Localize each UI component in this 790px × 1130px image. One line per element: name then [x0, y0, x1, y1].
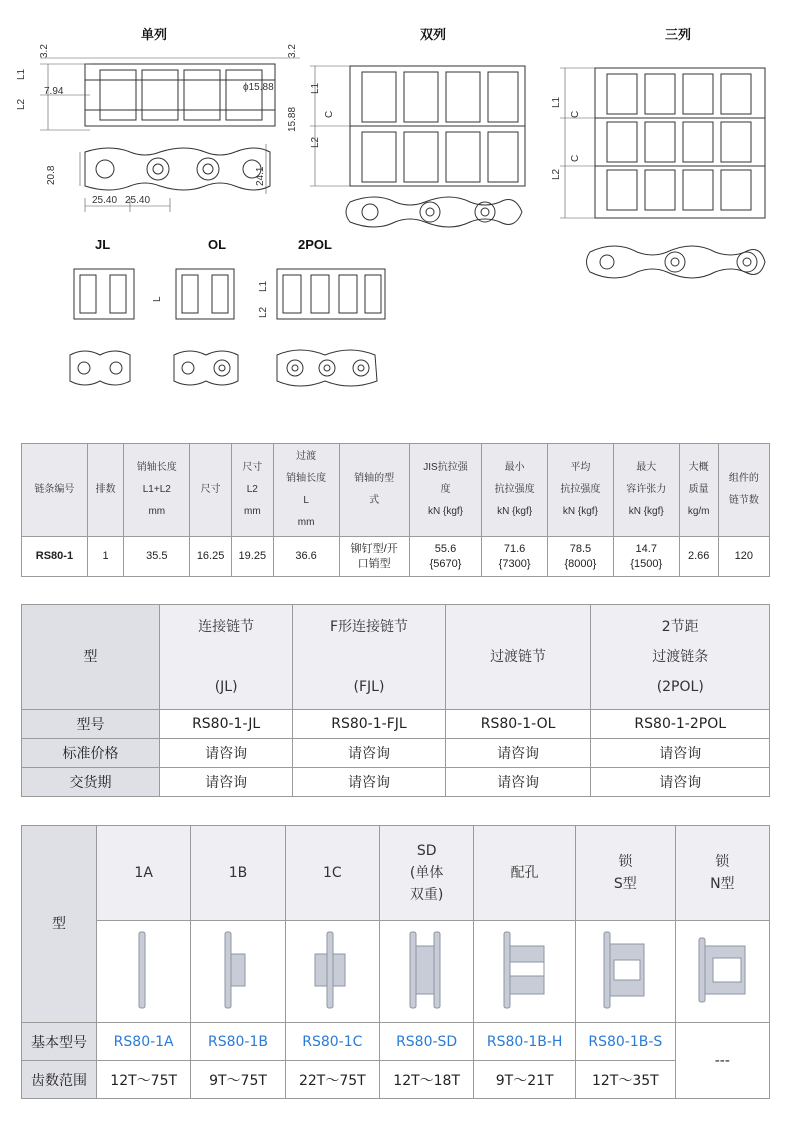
sprocket-corner: 型 — [22, 826, 97, 1023]
dim-l2-triple: L2 — [551, 168, 562, 180]
sprocket-header-3: SD (单体 双重) — [379, 826, 473, 921]
spec-cell-7: 55.6 {5670} — [409, 537, 481, 577]
spec-cell-11: 2.66 — [679, 537, 718, 577]
dim-c-triple-b: C — [570, 154, 581, 162]
spec-header-2: 销轴长度 L1+L2 mm — [124, 444, 190, 537]
sprocket-illustration — [675, 921, 769, 1023]
label-2pol: 2POL — [298, 237, 332, 252]
connection-cell: 请咨询 — [445, 768, 591, 797]
spec-cell-12: 120 — [718, 537, 769, 577]
dim-l1-single: L1 — [16, 68, 27, 80]
connection-cell: 请咨询 — [160, 739, 293, 768]
sprocket-model-link[interactable]: RS80-1B — [191, 1023, 285, 1061]
sprocket-teeth: 9T～21T — [474, 1061, 576, 1099]
spec-cell-2: 35.5 — [124, 537, 190, 577]
dim-l1-triple: L1 — [551, 96, 562, 108]
connection-corner: 型 — [22, 605, 160, 710]
dim-c-double: C — [324, 110, 335, 118]
connection-header-1: F形连接链节 (FJL) — [293, 605, 445, 710]
sprocket-header-5: 锁 S型 — [576, 826, 676, 921]
connection-header-3: 2节距 过渡链条 (2POL) — [591, 605, 770, 710]
sprocket-model-link[interactable]: RS80-1B-S — [576, 1023, 676, 1061]
pol-drawing — [265, 255, 395, 395]
dim-7-94: 7.94 — [44, 86, 64, 97]
dim-15-88: 15.88 — [287, 106, 298, 132]
connection-row — [22, 710, 770, 739]
sprocket-model-link[interactable]: RS80-1A — [97, 1023, 191, 1061]
label-double: 双列 — [420, 27, 447, 42]
dim-15-88-dia: ϕ15.88 — [243, 82, 274, 93]
connection-row-label: 标准价格 — [22, 739, 160, 768]
connection-table — [21, 604, 770, 797]
spec-cell-10: 14.7 {1500} — [613, 537, 679, 577]
spec-cell-5: 36.6 — [273, 537, 339, 577]
connection-cell: 请咨询 — [591, 768, 770, 797]
connection-cell: RS80-1-OL — [445, 710, 591, 739]
sprocket-model-link[interactable]: RS80-1B-H — [474, 1023, 576, 1061]
sprocket-model-none: --- — [675, 1023, 769, 1099]
label-single: 单列 — [141, 27, 168, 42]
sprocket-teeth: 12T～75T — [97, 1061, 191, 1099]
spec-header-11: 大概 质量 kg/m — [679, 444, 718, 537]
spec-header-3: 尺寸 — [190, 444, 232, 537]
dim-l2-2pol: L2 — [258, 306, 269, 318]
spec-header-9: 平均 抗拉强度 kN {kgf} — [548, 444, 614, 537]
label-jl: JL — [95, 237, 111, 252]
connection-cell: 请咨询 — [293, 739, 445, 768]
connection-row — [22, 768, 770, 797]
model-label: 基本型号 — [22, 1023, 97, 1061]
sprocket-header-0: 1A — [97, 826, 191, 921]
dim-l2-single: L2 — [16, 98, 27, 110]
spec-cell-0: RS80-1 — [22, 537, 88, 577]
dim-25-40-a: 25.40 — [92, 195, 118, 206]
sprocket-teeth: 9T～75T — [191, 1061, 285, 1099]
sprocket-illustration — [474, 921, 576, 1023]
spec-header-12: 组件的 链节数 — [718, 444, 769, 537]
dim-l1-2pol: L1 — [258, 280, 269, 292]
sprocket-illustration — [285, 921, 379, 1023]
spec-table — [21, 443, 770, 577]
spec-cell-4: 19.25 — [231, 537, 273, 577]
sprocket-header-1: 1B — [191, 826, 285, 921]
connection-row — [22, 739, 770, 768]
spec-header-7: JIS抗拉强 度 kN {kgf} — [409, 444, 481, 537]
chain-drawings — [0, 0, 790, 420]
connection-row-label: 交货期 — [22, 768, 160, 797]
sprocket-teeth: 12T～18T — [379, 1061, 473, 1099]
connection-cell: RS80-1-2POL — [591, 710, 770, 739]
dim-l2-double: L2 — [310, 136, 321, 148]
connection-header-0: 连接链节 (JL) — [160, 605, 293, 710]
sprocket-header-6: 锁 N型 — [675, 826, 769, 921]
sprocket-illustration — [97, 921, 191, 1023]
label-ol: OL — [208, 237, 227, 252]
sprocket-model-link[interactable]: RS80-SD — [379, 1023, 473, 1061]
sprocket-header-4: 配孔 — [474, 826, 576, 921]
ol-drawing — [160, 255, 250, 395]
spec-header-6: 销轴的型 式 — [339, 444, 409, 537]
spec-header-10: 最大 容许张力 kN {kgf} — [613, 444, 679, 537]
sprocket-table — [21, 825, 770, 1099]
connection-row-label: 型号 — [22, 710, 160, 739]
spec-header-0: 链条编号 — [22, 444, 88, 537]
connection-cell: RS80-1-JL — [160, 710, 293, 739]
spec-header-4: 尺寸 L2 mm — [231, 444, 273, 537]
dim-l1-double: L1 — [310, 82, 321, 94]
spec-header-1: 排数 — [87, 444, 124, 537]
dim-24-1: 24.1 — [255, 166, 266, 186]
spec-cell-6: 铆钉型/开 口销型 — [339, 537, 409, 577]
double-chain-drawing — [300, 42, 530, 232]
connection-cell: 请咨询 — [445, 739, 591, 768]
dim-3-2-double: 3.2 — [287, 44, 298, 58]
spec-header-8: 最小 抗拉强度 kN {kgf} — [482, 444, 548, 537]
dim-l-ol: L — [152, 296, 163, 302]
sprocket-teeth: 22T～75T — [285, 1061, 379, 1099]
label-triple: 三列 — [665, 27, 692, 42]
spec-cell-8: 71.6 {7300} — [482, 537, 548, 577]
spec-cell-3: 16.25 — [190, 537, 232, 577]
triple-chain-drawing — [555, 52, 775, 292]
jl-drawing — [60, 255, 140, 395]
single-chain-drawing — [30, 40, 300, 230]
connection-cell: 请咨询 — [293, 768, 445, 797]
sprocket-illustration — [576, 921, 676, 1023]
sprocket-model-link[interactable]: RS80-1C — [285, 1023, 379, 1061]
sprocket-illustration — [191, 921, 285, 1023]
dim-c-triple-a: C — [570, 110, 581, 118]
connection-header-2: 过渡链节 — [445, 605, 591, 710]
sprocket-teeth: 12T～35T — [576, 1061, 676, 1099]
spec-cell-1: 1 — [87, 537, 124, 577]
spec-cell-9: 78.5 {8000} — [548, 537, 614, 577]
dim-20-8: 20.8 — [46, 165, 57, 185]
spec-header-5: 过渡 销轴长度 L mm — [273, 444, 339, 537]
sprocket-illustration — [379, 921, 473, 1023]
connection-cell: 请咨询 — [160, 768, 293, 797]
teeth-label: 齿数范围 — [22, 1061, 97, 1099]
connection-cell: RS80-1-FJL — [293, 710, 445, 739]
connection-cell: 请咨询 — [591, 739, 770, 768]
dim-3-2-single: 3.2 — [39, 44, 50, 58]
sprocket-header-2: 1C — [285, 826, 379, 921]
dim-25-40-b: 25.40 — [125, 195, 151, 206]
